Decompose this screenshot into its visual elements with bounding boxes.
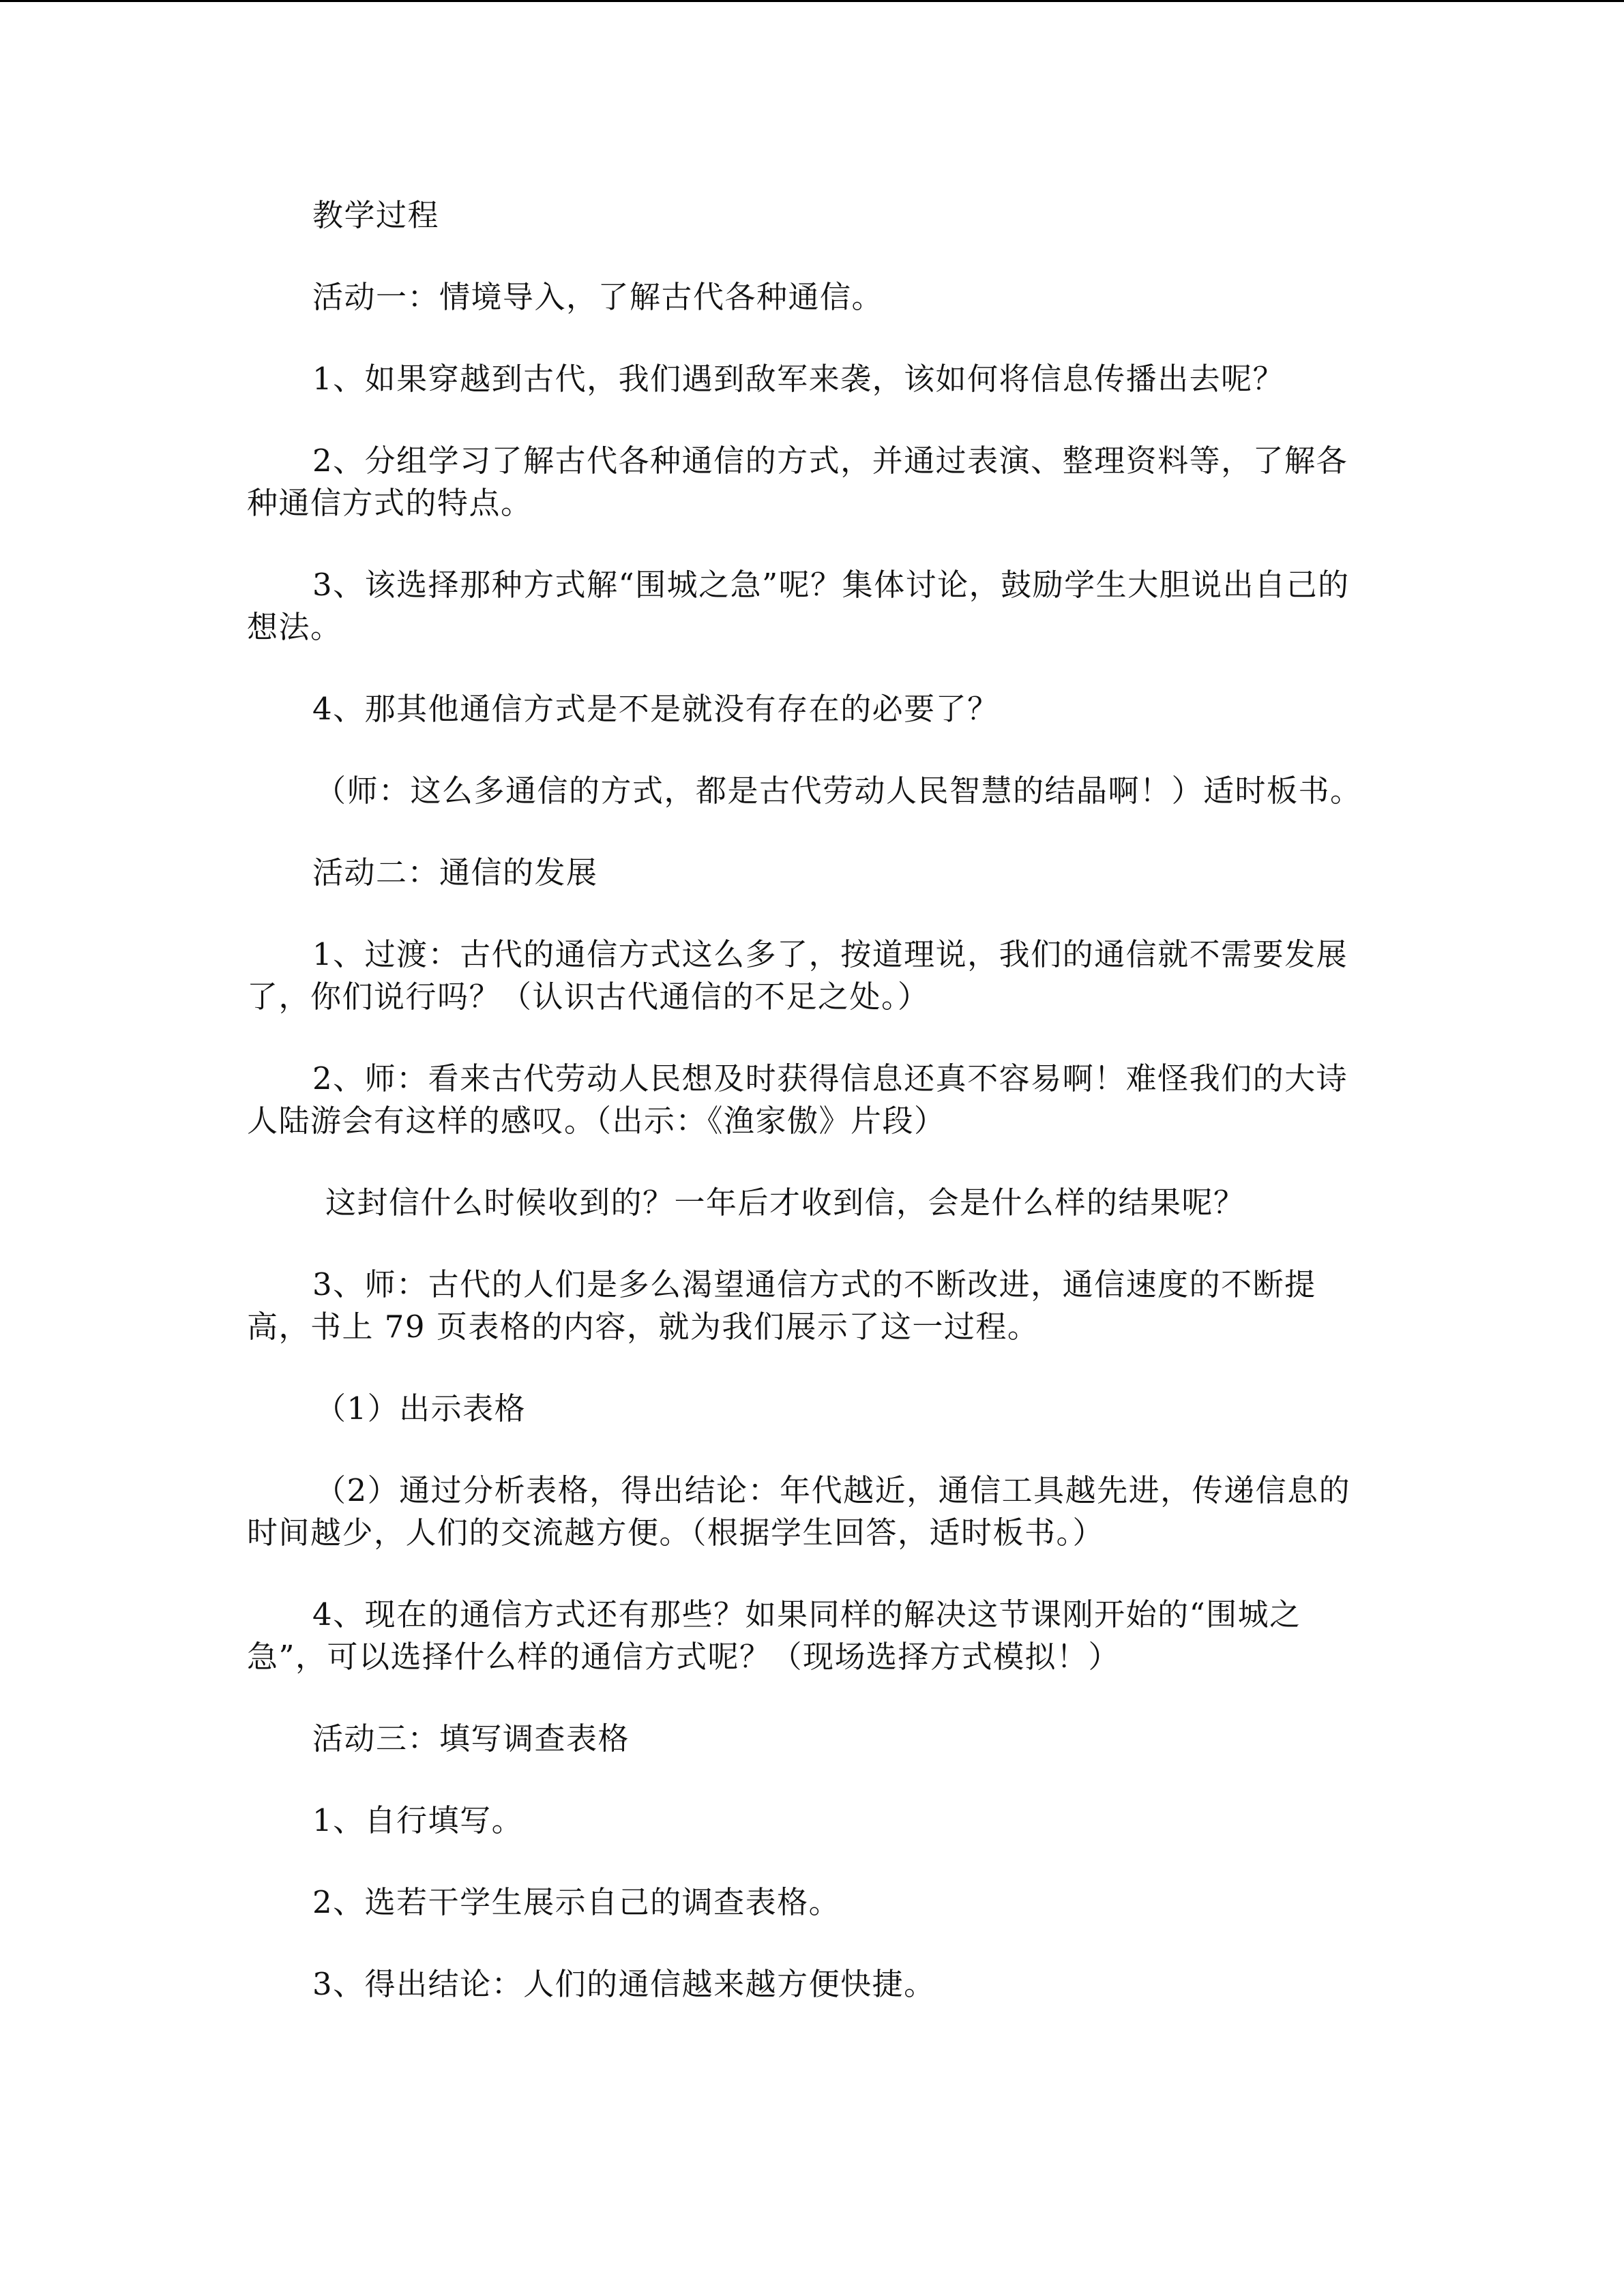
page-top-border [0,0,1624,2]
activity-2-sub-item-1: （1）出示表格 [315,1390,527,1427]
document-body [247,194,1379,2045]
activity-3-item-3: 3、得出结论：人们的通信越来越方便快捷。 [312,1966,936,2002]
activity-2-item-4: 4、现在的通信方式还有那些？如果同样的解决这节课刚开始的“围城之急”，可以选择什么样的通信方式呢？（现场选择方式模拟！） [247,1596,1301,1675]
section-heading: 教学过程 [312,197,440,233]
activity-1-title: 活动一：情境导入，了解古代各种通信。 [312,279,884,315]
activity-2-title: 活动二：通信的发展 [312,854,598,891]
activity-2-question: 这封信什么时候收到的？一年后才收到信，会是什么样的结果呢？ [325,1184,1245,1221]
activity-1-item-4: 4、那其他通信方式是不是就没有存在的必要了？ [312,691,999,727]
activity-3-title: 活动三：填写调查表格 [312,1720,630,1757]
activity-1-teacher-note: （师：这么多通信的方式，都是古代劳动人民智慧的结晶啊！）适时板书。 [315,773,1362,809]
activity-2-item-3: 3、师：古代的人们是多么渴望通信方式的不断改进，通信速度的不断提高，书上 79 页表格的内容，就为我们展示了这一过程。 [247,1266,1316,1345]
activity-1-item-3: 3、该选择那种方式解“围城之急”呢？集体讨论，鼓励学生大胆说出自己的想法。 [247,567,1350,645]
activity-1-item-2: 2、分组学习了解古代各种通信的方式，并通过表演、整理资料等，了解各种通信方式的特点。 [247,443,1348,521]
activity-3-item-2: 2、选若干学生展示自己的调查表格。 [312,1884,841,1920]
activity-2-item-1: 1、过渡：古代的通信方式这么多了，按道理说，我们的通信就不需要发展了，你们说行吗？（认识古代通信的不足之处。） [247,936,1348,1015]
activity-2-item-2: 2、师：看来古代劳动人民想及时获得信息还真不容易啊！难怪我们的大诗人陆游会有这样的感叹。（出示：《渔家傲》片段） [247,1060,1348,1139]
activity-1-item-1: 1、如果穿越到古代，我们遇到敌军来袭，该如何将信息传播出去呢？ [312,361,1285,397]
activity-2-sub-item-2: （2）通过分析表格，得出结论：年代越近，通信工具越先进，传递信息的时间越少，人们的交流越方便。（根据学生回答，适时板书。） [247,1472,1351,1551]
activity-3-item-1: 1、自行填写。 [312,1802,524,1838]
